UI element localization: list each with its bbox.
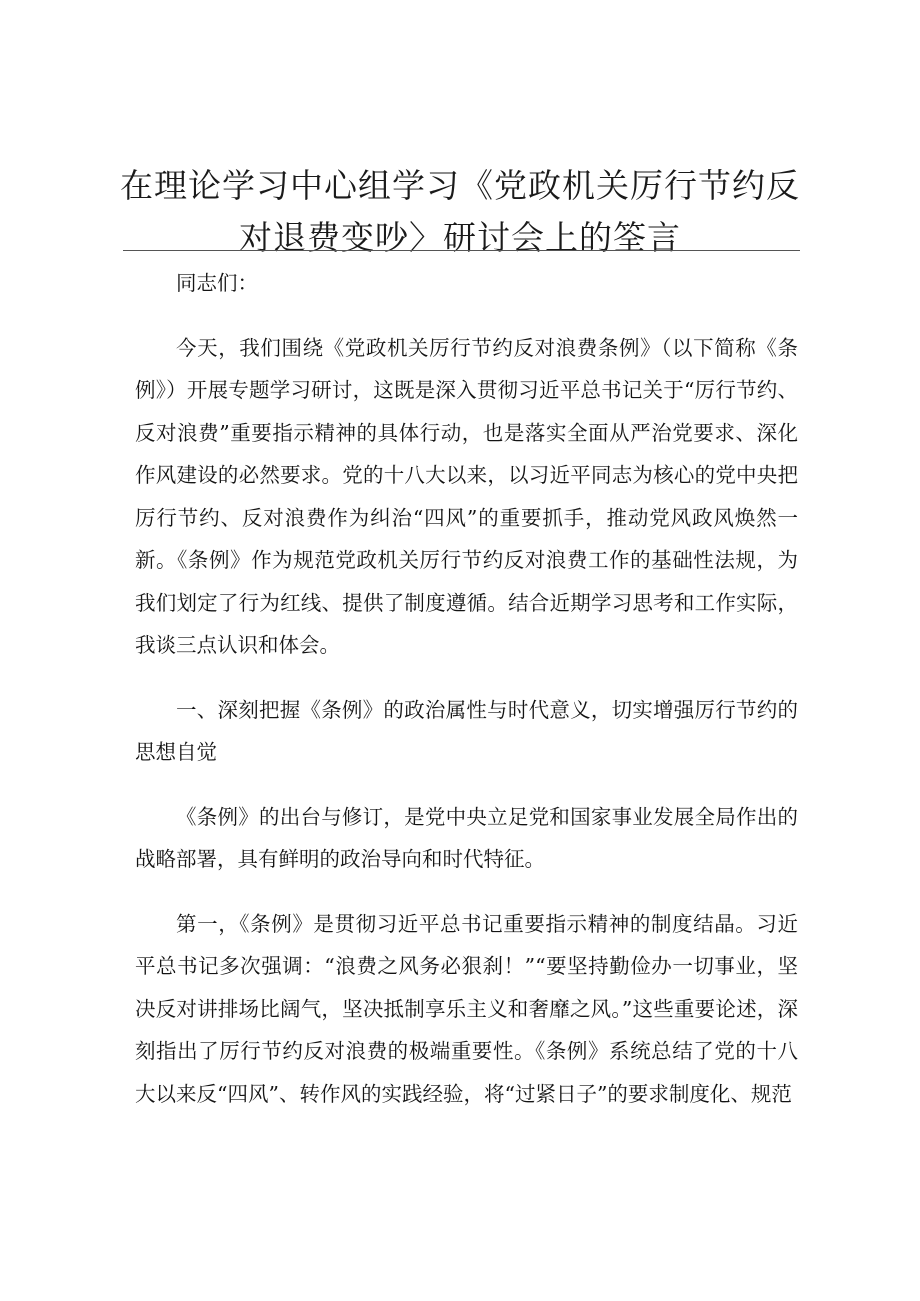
document-title	[120, 160, 800, 264]
document-body	[135, 262, 798, 1137]
title-line-2: 对退费变吵〉研讨会上的筌言	[239, 218, 681, 257]
salutation: 同志们：	[176, 271, 258, 295]
title-divider	[123, 250, 800, 251]
paragraph-section-1-intro: 《条例》的出台与修订，是党中央立足党和国家事业发展全局作出的战略部署，具有鲜明的政治导向和时代特征。	[135, 804, 798, 871]
paragraph-intro: 今天，我们围绕《党政机关厉行节约反对浪费条例》（以下简称《条例》）开展专题学习研讨，这既是深入贯彻习近平总书记关于“厉行节约、反对浪费”重要指示精神的具体行动，也是落实全面从严治党要求、深化作风建设的必然要求。党的十八大以来，以习近平同志为核心的党中央把厉行节约、反对浪费作为纠治“四风”的重要抓手，推动党风政风焕然一新。《条例》作为规范党政机关厉行节约反对浪费工作的基础性法规，为我们划定了行为红线、提供了制度遵循。结合近期学习思考和工作实际，我谈三点认识和体会。	[135, 335, 798, 657]
paragraph-point-1: 第一，《条例》是贯彻习近平总书记重要指示精神的制度结晶。习近平总书记多次强调：“浪费之风务必狠刹！”“要坚持勤俭办一切事业，坚决反对讲排场比阔气，坚决抵制享乐主义和奢靡之风。”这些重要论述，深刻指出了厉行节约反对浪费的极端重要性。《条例》系统总结了党的十八大以来反“四风”、转作风的实践经验，将“过紧日子”的要求制度化、规范	[135, 911, 798, 1106]
title-line-1: 在理论学习中心组学习《党政机关厉行节约反	[120, 166, 800, 205]
section-heading-1: 一、深刻把握《条例》的政治属性与时代意义，切实增强厉行节约的思想自觉	[135, 697, 798, 764]
